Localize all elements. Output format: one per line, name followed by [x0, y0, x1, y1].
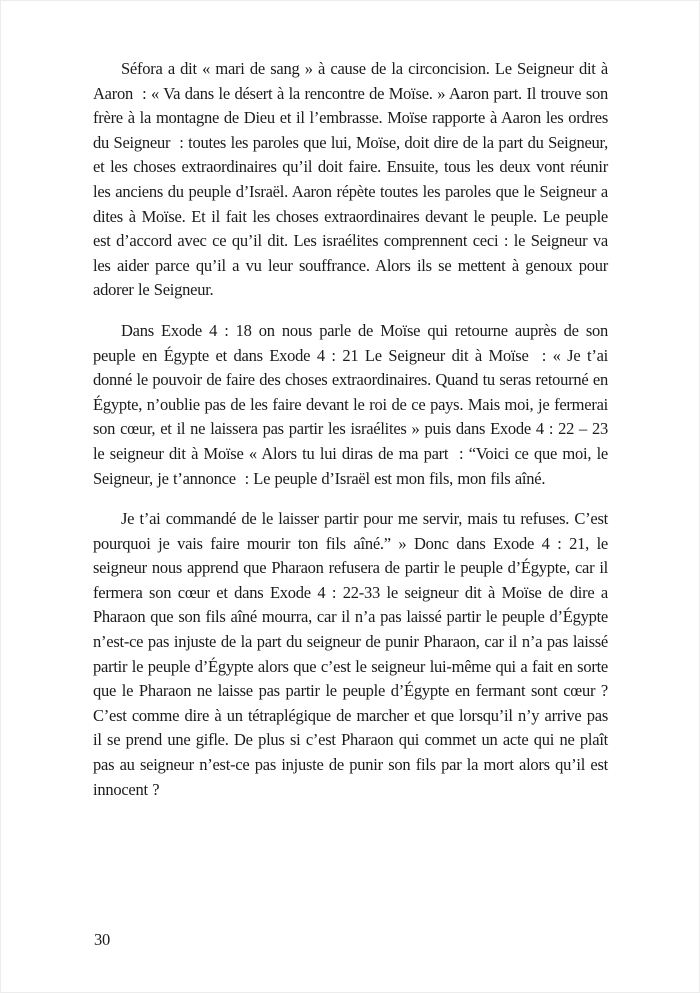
- text-block: [93, 57, 608, 818]
- paragraph-2: Dans Exode 4 : 18 on nous parle de Moïse qui retourne auprès de son peuple en Égypte et dans Exode 4 : 21 Le Seigneur dit à Moïse : « Je t’ai donné le pouvoir de faire des choses extraordinaires. Quand tu seras retourné en Égypte, n’oublie pas de les faire devant le roi de ce pays. Mais moi, je fermerai son cœur, et il ne laissera pas partir les israélites » puis dans Exode 4 : 22 – 23 le seigneur dit à Moïse « Alors tu lui diras de ma part : “Voici ce que moi, le Seigneur, je t’annonce : Le peuple d’Israël est mon fils, mon fils aîné.: [93, 320, 608, 488]
- paragraph-1: Séfora a dit « mari de sang » à cause de la circoncision. Le Seigneur dit à Aaron : « Va dans le désert à la rencontre de Moïse. » Aaron part. Il trouve son frère à la montagne de Dieu et il l’embrasse. Moïse rapporte à Aaron les ordres du Seigneur : toutes les paroles que lui, Moïse, doit dire de la part du Seigneur, et les choses extraordinaires qu’il doit faire. Ensuite, tous les deux vont réunir les anciens du peuple d’Israël. Aaron répète toutes les paroles que le Seigneur a dites à Moïse. Et il fait les choses extraordinaires devant le peuple. Le peuple est d’accord avec ce qu’il dit. Les israélites comprennent ceci : le Seigneur va les aider parce qu’il a vu leur souffrance. Alors ils se mettent à genoux pour adorer le Seigneur.: [93, 59, 608, 300]
- paragraph-3: Je t’ai commandé de le laisser partir pour me servir, mais tu refuses. C’est pourquoi je vais faire mourir ton fils aîné.” » Donc dans Exode 4 : 21, le seigneur nous apprend que Pharaon refusera de partir le peuple d’Égypte, car il fermera son cœur et dans Exode 4 : 22-33 le seigneur dit à Moïse de dire a Pharaon que son fils aîné mourra, car il n’a pas laissé partir le peuple d’Égypte n’est-ce pas injuste de la part du seigneur de punir Pharaon, car il n’a pas laissé partir le peuple d’Égypte alors que c’est le seigneur lui-même qui a fait en sorte que le Pharaon ne laisse pas partir le peuple d’Égypte en fermant sont cœur ? C’est comme dire à un tétraplégique de marcher et que lorsqu’il n’y arrive pas il se prend une gifle. De plus si c’est Pharaon qui commet un acte qui ne plaît pas au seigneur n’est-ce pas injuste de punir son fils par la mort alors qu’il est innocent ?: [93, 509, 608, 799]
- page-number: 30: [94, 930, 110, 949]
